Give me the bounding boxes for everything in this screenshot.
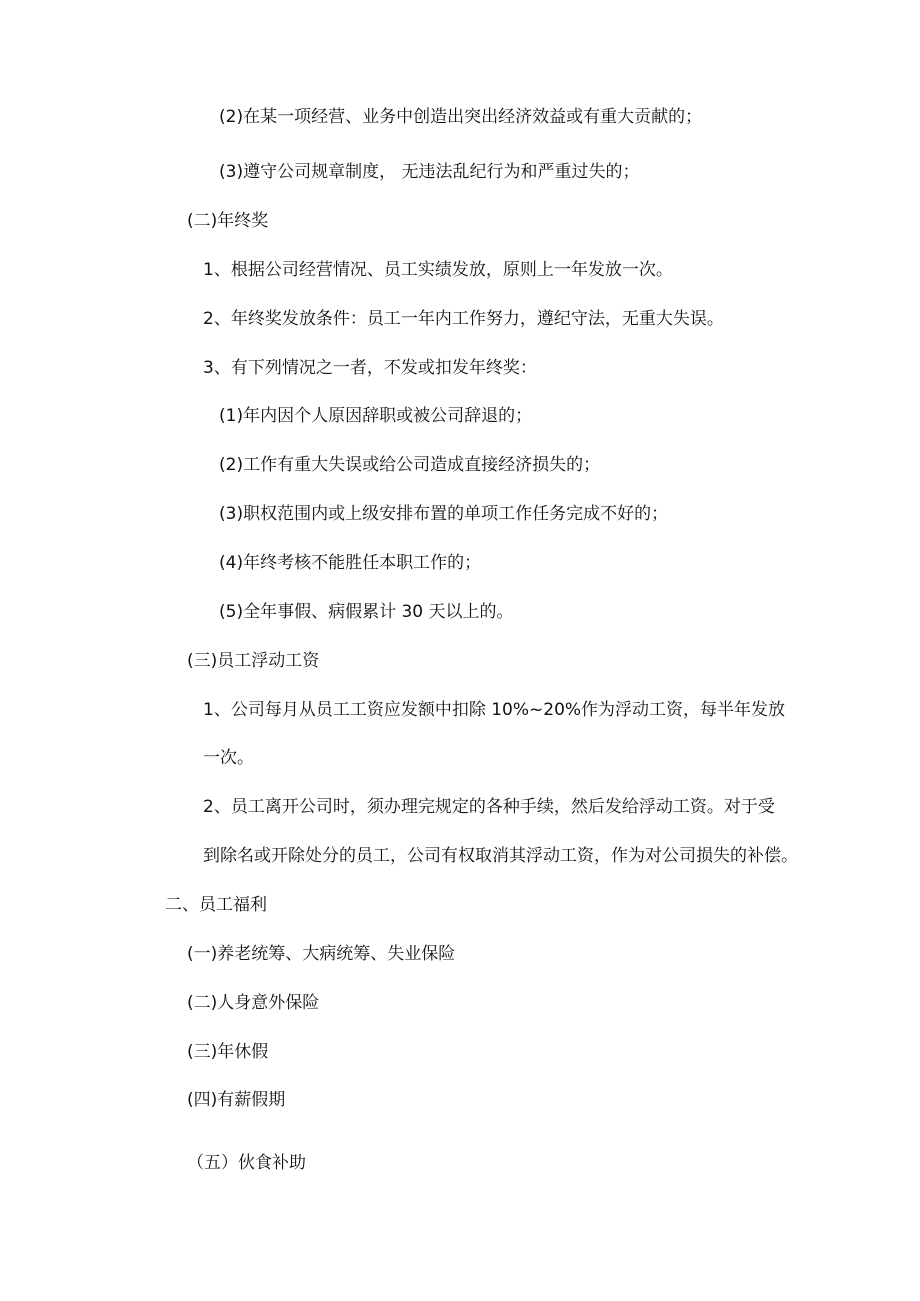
withhold-condition-4: (4)年终考核不能胜任本职工作的； xyxy=(219,553,482,573)
welfare-item-3: (三)年休假 xyxy=(187,1042,269,1062)
year-end-bonus-item-1: 1、根据公司经营情况、员工实绩发放，原则上一年发放一次。 xyxy=(203,260,673,280)
welfare-item-1: (一)养老统筹、大病统筹、失业保险 xyxy=(187,944,456,964)
clause-3-compliance: (3)遵守公司规章制度， 无违法乱纪行为和严重过失的； xyxy=(219,162,640,182)
floating-wage-item-1: 1、公司每月从员工工资应发额中扣除 10%~20%作为浮动工资，每半年发放 xyxy=(203,700,786,720)
withhold-condition-5: (5)全年事假、病假累计 30 天以上的。 xyxy=(219,602,514,622)
year-end-bonus-item-2: 2、年终奖发放条件：员工一年内工作努力，遵纪守法，无重大失误。 xyxy=(203,309,724,329)
welfare-item-4: (四)有薪假期 xyxy=(187,1090,286,1110)
year-end-bonus-item-3: 3、有下列情况之一者，不发或扣发年终奖： xyxy=(203,358,537,378)
section-year-end-bonus-heading: (二)年终奖 xyxy=(187,211,269,231)
clause-2-outstanding-contribution: (2)在某一项经营、业务中创造出突出经济效益或有重大贡献的； xyxy=(219,107,703,127)
floating-wage-item-1-cont: 一次。 xyxy=(203,748,254,768)
withhold-condition-1: (1)年内因个人原因辞职或被公司辞退的； xyxy=(219,406,533,426)
withhold-condition-3: (3)职权范围内或上级安排布置的单项工作任务完成不好的； xyxy=(219,504,669,524)
withhold-condition-2: (2)工作有重大失误或给公司造成直接经济损失的； xyxy=(219,455,601,475)
section-floating-wage-heading: (三)员工浮动工资 xyxy=(187,651,320,671)
welfare-item-5: （五）伙食补助 xyxy=(187,1153,306,1173)
welfare-item-2: (二)人身意外保险 xyxy=(187,993,320,1013)
floating-wage-item-2: 2、员工离开公司时，须办理完规定的各种手续，然后发给浮动工资。对于受 xyxy=(203,797,775,817)
floating-wage-item-2-cont: 到除名或开除处分的员工，公司有权取消其浮动工资，作为对公司损失的补偿。 xyxy=(203,846,798,866)
chapter-employee-welfare-heading: 二、员工福利 xyxy=(165,895,267,915)
